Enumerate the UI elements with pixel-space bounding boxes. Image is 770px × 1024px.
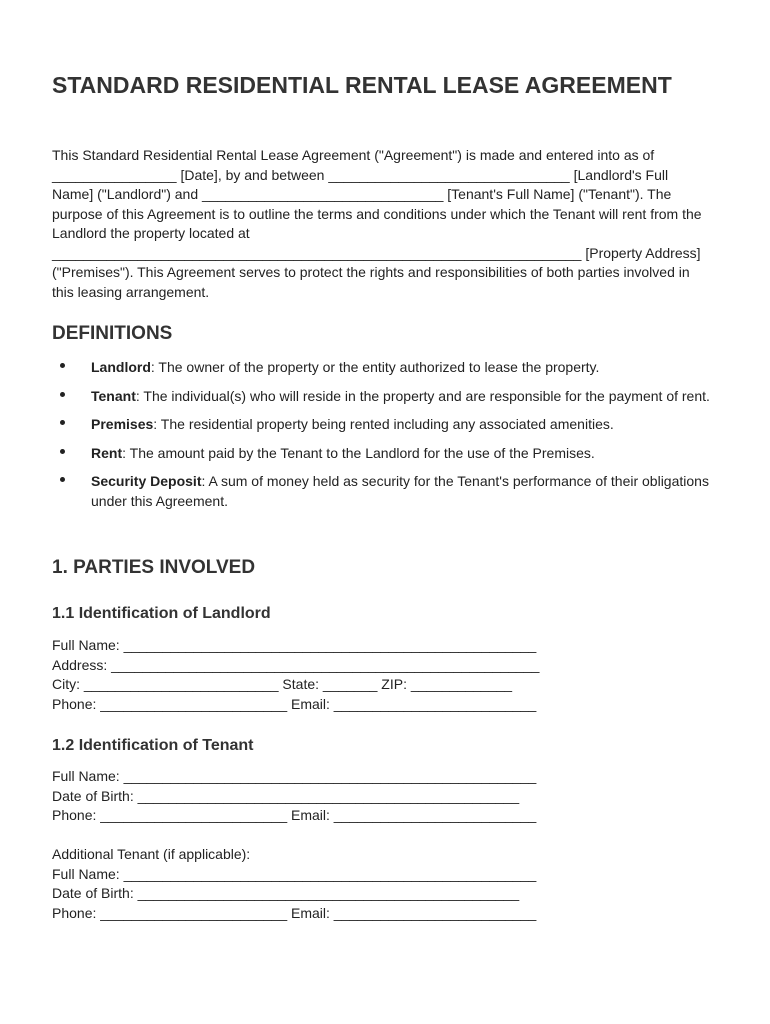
additional-tenant-label: Additional Tenant (if applicable):	[52, 846, 251, 862]
landlord-identification-heading: 1.1 Identification of Landlord	[52, 605, 271, 622]
tenant-phone-email-field[interactable]: Phone: ________________________ Email: __________________________	[52, 807, 537, 823]
definition-text: : A sum of money held as security for the Tenant's performance of their obligations under this Agreement.	[91, 473, 709, 509]
landlord-full-name-field[interactable]: Full Name: _____________________________________________________	[52, 637, 537, 653]
definition-text: : The owner of the property or the entity authorized to lease the property.	[150, 359, 600, 375]
definition-text: : The amount paid by the Tenant to the Landlord for the use of the Premises.	[122, 444, 595, 461]
definition-item	[52, 444, 712, 464]
bullet-icon	[60, 420, 65, 425]
tenant-full-name-field[interactable]: Full Name: _____________________________________________________	[52, 768, 537, 784]
bullet-icon	[60, 449, 65, 454]
landlord-city-state-zip-field[interactable]: City: _________________________ State: _______ ZIP: _____________	[52, 676, 513, 692]
tenant-identification-heading: 1.2 Identification of Tenant	[52, 737, 254, 754]
additional-tenant-form	[52, 845, 712, 923]
definition-item	[52, 358, 712, 378]
bullet-icon	[60, 363, 65, 368]
definition-term: Security Deposit	[91, 473, 202, 489]
additional-tenant-phone-email-field[interactable]: Phone: ________________________ Email: __________________________	[52, 904, 537, 921]
definition-term: Tenant	[91, 387, 136, 404]
definitions-heading: DEFINITIONS	[52, 323, 173, 344]
definitions-list	[52, 358, 712, 520]
tenant-date-of-birth-field[interactable]: Date of Birth: _________________________________________________	[52, 787, 520, 804]
definition-term: Premises	[91, 416, 154, 432]
parties-heading: 1. PARTIES INVOLVED	[52, 557, 256, 578]
document-title: STANDARD RESIDENTIAL RENTAL LEASE AGREEMENT	[52, 72, 672, 98]
definition-text: : The individual(s) who will reside in the property and are responsible for the payment of rent.	[135, 387, 710, 404]
definition-text: : The residential property being rented including any associated amenities.	[153, 416, 614, 432]
additional-tenant-full-name-field[interactable]: Full Name: _____________________________________________________	[52, 865, 537, 882]
definition-term: Landlord	[91, 359, 151, 375]
landlord-phone-email-field[interactable]: Phone: ________________________ Email: __________________________	[52, 695, 537, 712]
definition-item	[52, 387, 712, 407]
landlord-form	[52, 636, 712, 714]
intro-paragraph: This Standard Residential Rental Lease Agreement ("Agreement") is made and entered into as of ________________ [Date], by and between _______________________________ [Landlord's Full Name] ("Landlord") and _______________________________ [Tenant's Full Name] ("Tenant"). The purpose of this Agreement is to outline the terms and conditions under which the Tenant will rent from the Landlord the property located at ____________________________________________________________________ [Property Address] ("Premises"). This Agreement serves to protect the rights and responsibilities of both parties involved in this leasing arrangement.	[52, 147, 702, 300]
landlord-address-field[interactable]: Address: _______________________________________________________	[52, 656, 540, 673]
definition-term: Rent	[91, 444, 123, 461]
additional-tenant-date-of-birth-field[interactable]: Date of Birth: _________________________________________________	[52, 885, 520, 901]
tenant-form	[52, 767, 712, 826]
bullet-icon	[60, 477, 65, 482]
bullet-icon	[60, 392, 65, 397]
definition-item	[52, 415, 712, 435]
definition-item	[52, 472, 712, 511]
